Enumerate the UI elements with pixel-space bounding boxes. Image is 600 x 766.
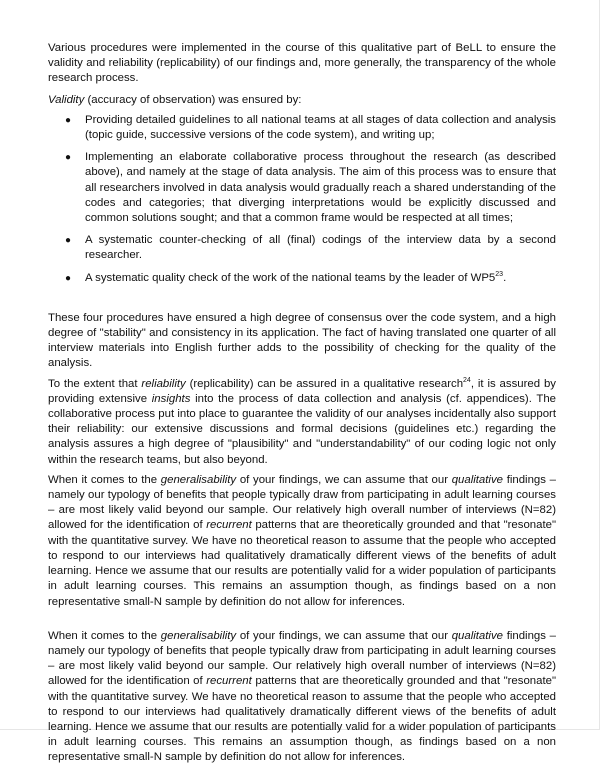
reliability-text-pre: To the extent that <box>48 377 142 390</box>
list-item <box>65 150 556 226</box>
gen-text-post: patterns that are theoretically grounded and that "resonate" with the quantitative survey. We have no theoretical reason to assume that the people who accepted to respond to our interviews had qualitatively dramatically different views of the benefits of adult learning. Hence we assume that our results are potentially valid for a wider population of participants in adult learning courses. This remains an assumption though, as findings based on a non representative small-N sample by definition do not allow for inferences. <box>48 675 556 764</box>
validity-paragraph <box>48 93 556 108</box>
reliability-term: reliability <box>141 377 186 390</box>
list-item <box>65 113 556 143</box>
footnote-ref-24: 24 <box>463 376 471 384</box>
generalisability-paragraph <box>48 473 556 610</box>
reliability-text-mid: (replicability) can be assured in a qualitative research <box>185 377 464 390</box>
bullet-icon: ● <box>65 272 72 284</box>
generalisability-term: generalisability <box>160 629 237 642</box>
list-item <box>65 270 556 286</box>
intro-paragraph: Various procedures were implemented in the course of this qualitative part of BeLL to ensure the validity and reliability (replicability) of our findings and, more generally, the transparency of the whole research process. <box>48 42 556 85</box>
bullet-icon: ● <box>65 152 72 164</box>
recurrent-term: recurrent <box>206 519 252 532</box>
recurrent-term: recurrent <box>206 675 252 688</box>
bullet-icon: ● <box>65 235 72 247</box>
reliability-text-mid2: , it is assured by providing extensive <box>48 377 556 405</box>
document-body <box>48 41 556 766</box>
footnote-ref-23: 23 <box>495 270 504 278</box>
spacer <box>48 293 556 311</box>
qualitative-term: qualitative <box>451 629 503 642</box>
reliability-paragraph <box>48 377 556 468</box>
list-item-text: Providing detailed guidelines to all national teams at all stages of data collection and analysis (topic guide, successive versions of the code system), and writing up; <box>85 113 556 142</box>
gen-text-mid: of your findings, we can assume that our <box>236 473 452 486</box>
list-item-text: A systematic counter-checking of all (final) codings of the interview data by a second researcher. <box>85 234 556 262</box>
gen-text-pre: When it comes to the <box>48 473 161 486</box>
gen-text-mid2: findings – namely our typology of benefits that people typically draw from participating in adult learning courses – are most likely valid beyond our sample. Our relatively high overall number of interviews (N=82) allowed for the identification of <box>48 473 556 532</box>
list-item-text: Implementing an elaborate collaborative process throughout the research (as described above), and namely at the stage of data analysis. The aim of this process was to ensure that all researchers involved in data analysis would gradually reach a shared understanding of the codes and categories; that diverging interpretations would be explicitly discussed and common solutions sought; and that a common frame would be respected at all times; <box>85 151 556 225</box>
list-item <box>65 233 556 263</box>
validity-list <box>48 113 556 286</box>
consensus-paragraph: These four procedures have ensured a high degree of consensus over the code system, and a high degree of "stability" and consistency in its application. The fact of having translated one quarter of all interview materials into English further adds to the possibility of checking for the quality of the analysis. <box>48 311 556 370</box>
gen-text-mid2: findings – namely our typology of benefits that people typically draw from participating in adult learning courses – are most likely valid beyond our sample. Our relatively high overall number of interviews (N=82) allowed for the identification of <box>48 629 556 688</box>
reliability-text-post: into the process of data collection and analysis (cf. appendices). The collaborative process put into place to guarantee the validity of our analyses incidentally also support their reliability: our extensive discussions and formal decisions (guidelines etc.) regarding the analysis assures a high degree of "plausibility" and "understandability" of our coding logic not only within the research teams, but also beyond. <box>48 392 556 466</box>
gen-text-pre: When it comes to the <box>48 629 161 642</box>
list-item-text: A systematic quality check of the work of the national teams by the leader of WP5 <box>85 271 496 284</box>
qualitative-term: qualitative <box>451 473 503 486</box>
validity-text: (accuracy of observation) was ensured by: <box>84 93 302 106</box>
gen-text-mid: of your findings, we can assume that our <box>236 629 452 642</box>
bullet-icon: ● <box>65 114 72 126</box>
gen-text-post: patterns that are theoretically grounded and that "resonate" with the quantitative survey. We have no theoretical reason to assume that the people who accepted to respond to our interviews had qualitatively dramatically different views of the benefits of adult learning. Hence we assume that our results are potentially valid for a wider population of participants in adult learning courses. This remains an assumption though, as findings based on a non representative small-N sample by definition do not allow for inferences. <box>48 519 556 608</box>
generalisability-paragraph-repeat <box>48 629 556 766</box>
list-item-end: . <box>503 271 507 284</box>
generalisability-term: generalisability <box>160 473 237 486</box>
validity-term: Validity <box>48 93 85 106</box>
insights-term: insights <box>151 392 191 405</box>
